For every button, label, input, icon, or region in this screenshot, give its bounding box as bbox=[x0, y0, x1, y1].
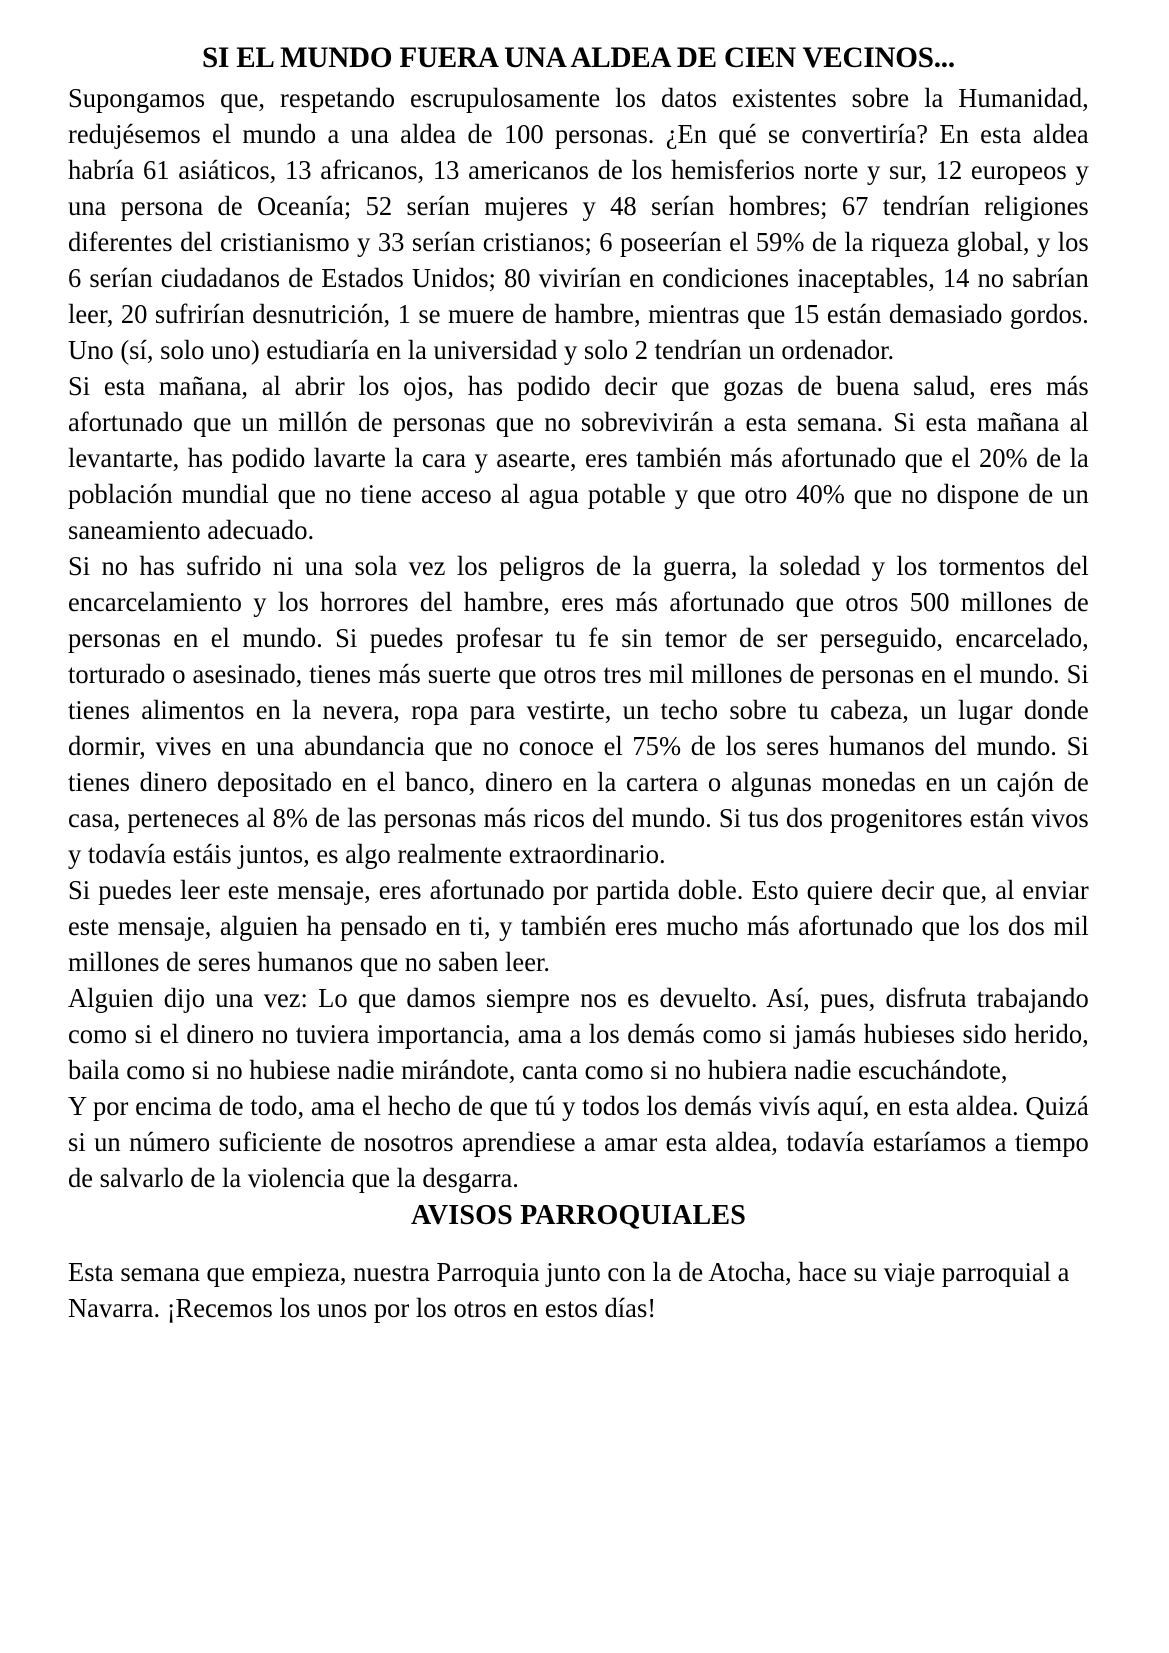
page-title: SI EL MUNDO FUERA UNA ALDEA DE CIEN VECINOS... bbox=[202, 41, 955, 74]
paragraph-love-the-village: Y por encima de todo, ama el hecho de que tú y todos los demás vivís aquí, en esta aldea. Quizá si un número suficiente de nosotros aprendiese a amar esta aldea, todavía estaríamos a tiempo de salvarlo de la violencia que la desgarra. bbox=[68, 1090, 1089, 1193]
document-body bbox=[68, 80, 1089, 1196]
paragraph-war-and-abundance: Si no has sufrido ni una sola vez los peligros de la guerra, la soledad y los tormentos del encarcelamiento y los horrores del hambre, eres más afortunado que otros 500 millones de personas en el mundo. Si puedes profesar tu fe sin temor de ser perseguido, encarcelado, torturado o asesinado, tienes más suerte que otros tres mil millones de personas en el mundo. Si tienes alimentos en la nevera, ropa para vestirte, un techo sobre tu cabeza, un lugar donde dormir, vives en una abundancia que no conoce el 75% de los seres humanos del mundo. Si tienes dinero depositado en el banco, dinero en la cartera o algunas monedas en un cajón de casa, perteneces al 8% de las personas más ricos del mundo. Si tus dos progenitores están vivos y todavía estáis juntos, es algo realmente extraordinario. bbox=[68, 550, 1089, 869]
paragraph-village-statistics: Supongamos que, respetando escrupulosamente los datos existentes sobre la Humanidad, redujésemos el mundo a una aldea de 100 personas. ¿En qué se convertiría? En esta aldea habría 61 asiáticos, 13 africanos, 13 americanos de los hemisferios norte y sur, 12 europeos y una persona de Oceanía; 52 serían mujeres y 48 serían hombres; 67 tendrían religiones diferentes del cristianismo y 33 serían cristianos; 6 poseerían el 59% de la riqueza global, y los 6 serían ciudadanos de Estados Unidos; 80 vivirían en condiciones inaceptables, 14 no sabrían leer, 20 sufrirían desnutrición, 1 se muere de hambre, mientras que 15 están demasiado gordos. Uno (sí, solo uno) estudiaría en la universidad y solo 2 tendrían un ordenador. bbox=[68, 82, 1089, 365]
notice-text: Esta semana que empieza, nuestra Parroquia junto con la de Atocha, hace su viaje parroquial a Navarra. ¡Recemos los unos por los otros en estos días! bbox=[68, 1256, 1070, 1323]
parish-notices bbox=[68, 1254, 1089, 1326]
paragraph-reading-fortune: Si puedes leer este mensaje, eres afortunado por partida doble. Esto quiere decir que, al enviar este mensaje, alguien ha pensado en ti, y también eres mucho más afortunado que los dos mil millones de seres humanos que no saben leer. bbox=[68, 874, 1089, 977]
paragraph-health-and-water: Si esta mañana, al abrir los ojos, has podido decir que gozas de buena salud, eres más afortunado que un millón de personas que no sobrevivirán a esta semana. Si esta mañana al levantarte, has podido lavarte la cara y asearte, eres también más afortunado que el 20% de la población mundial que no tiene acceso al agua potable y que otro 40% que no dispone de un saneamiento adecuado. bbox=[68, 370, 1089, 545]
paragraph-giving-quote: Alguien dijo una vez: Lo que damos siempre nos es devuelto. Así, pues, disfruta trabajando como si el dinero no tuviera importancia, ama a los demás como si jamás hubieses sido herido, baila como si no hubiese nadie mirándote, canta como si no hubiera nadie escuchándote, bbox=[68, 982, 1089, 1085]
section-heading-avisos-parroquiales: AVISOS PARROQUIALES bbox=[411, 1200, 746, 1231]
